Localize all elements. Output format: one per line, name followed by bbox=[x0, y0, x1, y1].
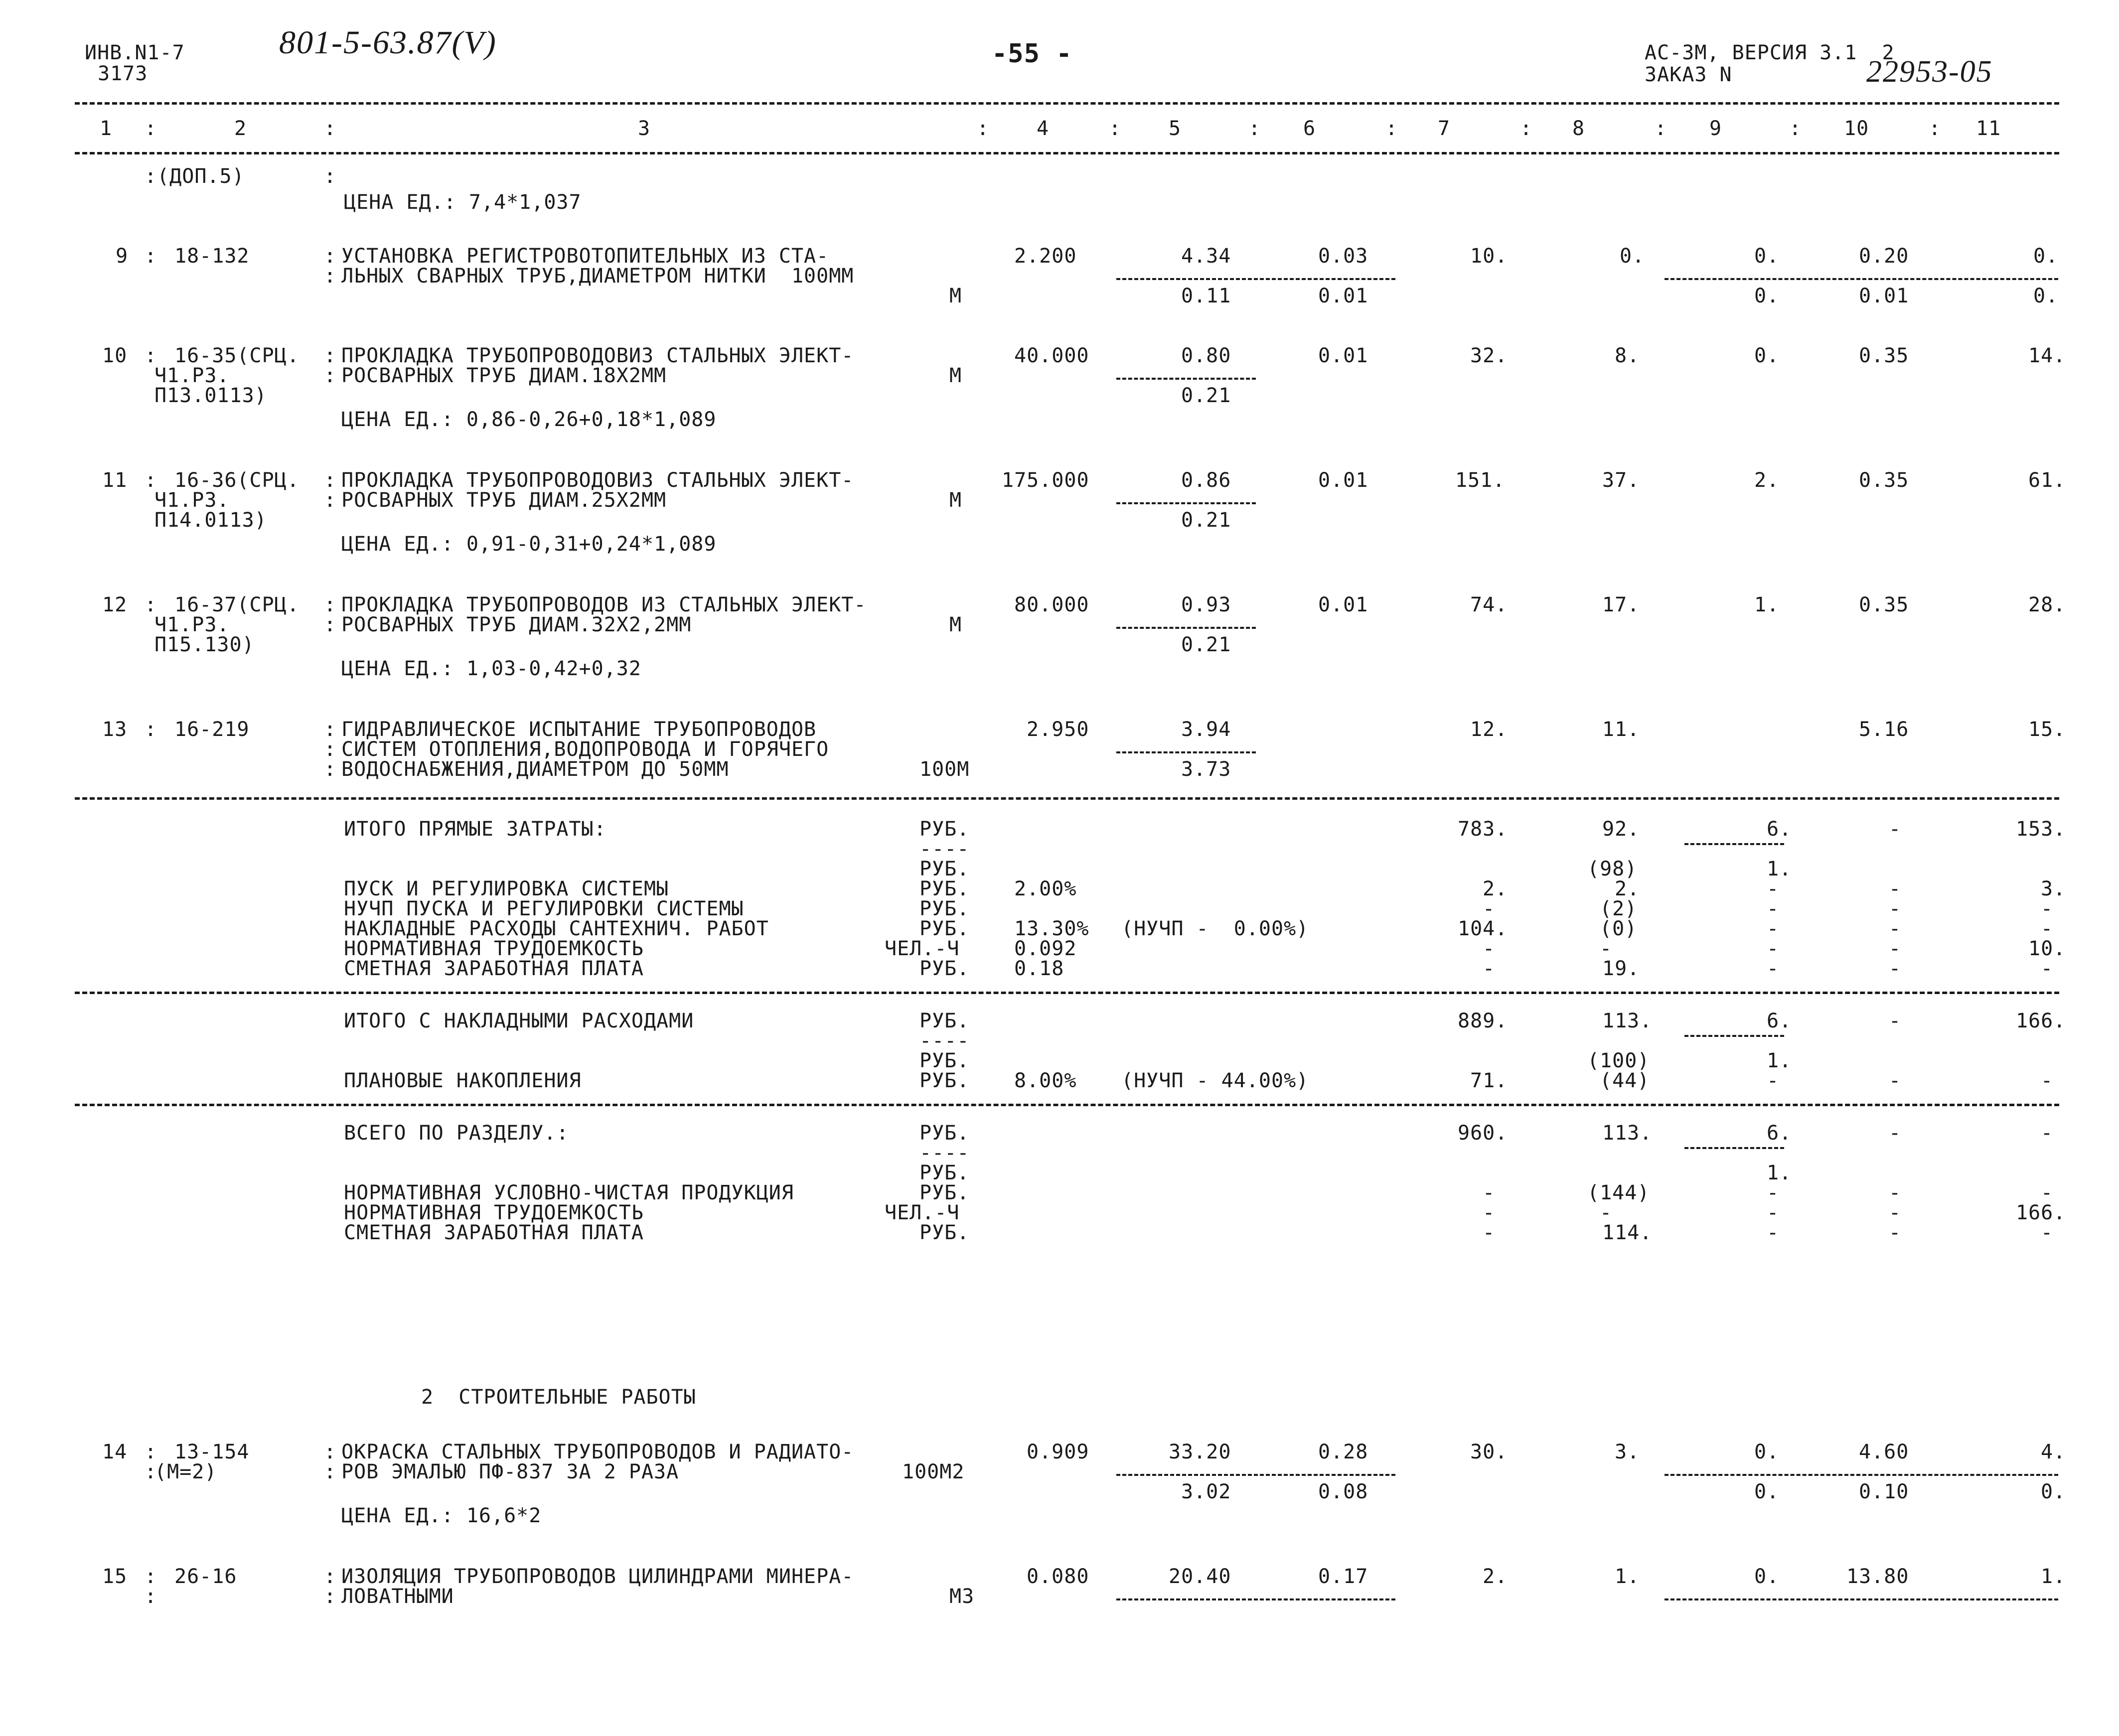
labor-total: - bbox=[2041, 1181, 2054, 1204]
total-cost: 2. bbox=[1483, 877, 1508, 900]
row-reference: Ч1.Р3. bbox=[154, 364, 230, 387]
total-cost: - bbox=[1483, 937, 1496, 960]
col-5: 5 bbox=[1169, 117, 1182, 140]
unit-of-measure: 100М bbox=[919, 758, 970, 781]
system-version: АС-3М, ВЕРСИЯ 3.1 2 bbox=[1645, 41, 1895, 64]
labor-total: 1. bbox=[2041, 1565, 2066, 1588]
labor-unit-machine: 0.10 bbox=[1859, 1480, 1909, 1503]
order-label: ЗАКАЗ N bbox=[1645, 63, 1732, 86]
total-cost: 104. bbox=[1458, 917, 1508, 940]
line-unit: ЧЕЛ.-Ч bbox=[885, 937, 960, 960]
machine-cost-wages: 0.08 bbox=[1318, 1480, 1368, 1503]
col-7: 7 bbox=[1438, 117, 1451, 140]
project-code: 801-5-63.87(V) bbox=[279, 24, 497, 61]
unit-price-formula: ЦЕНА ЕД.: 16,6*2 bbox=[341, 1504, 542, 1527]
summary-unit-2: РУБ. bbox=[919, 1049, 970, 1072]
unit-price-formula: ЦЕНА ЕД.: 0,86-0,26+0,18*1,089 bbox=[341, 408, 717, 431]
work-description: РОВ ЭМАЛЬЮ ПФ-837 ЗА 2 РАЗА bbox=[341, 1460, 679, 1483]
machine-total: - bbox=[1767, 877, 1780, 900]
machine-wages-total: 0. bbox=[1754, 285, 1780, 307]
norm-code: 18-132 bbox=[174, 245, 250, 268]
machine-total: - bbox=[1767, 1181, 1780, 1204]
labor-unit: - bbox=[1889, 1069, 1902, 1092]
wage-total: 3. bbox=[1615, 1441, 1640, 1463]
unit-cost: 4.34 bbox=[1181, 245, 1231, 268]
unit-cost-wages: 3.73 bbox=[1181, 758, 1231, 781]
unit-cost-wages: 3.02 bbox=[1181, 1480, 1231, 1503]
line-label: ПЛАНОВЫЕ НАКОПЛЕНИЯ bbox=[344, 1069, 582, 1092]
unit-of-measure: 100М2 bbox=[902, 1460, 965, 1483]
labor-total: 0. bbox=[2033, 245, 2059, 268]
machine-total: 6. bbox=[1767, 818, 1792, 841]
labor-total: 15. bbox=[2028, 718, 2066, 741]
labor-total-machine: 0. bbox=[2041, 1480, 2066, 1503]
labor-total: - bbox=[2041, 957, 2054, 980]
machine-total: 0. bbox=[1754, 245, 1780, 268]
quantity: 2.200 bbox=[1014, 245, 1077, 268]
col-6: 6 bbox=[1303, 117, 1316, 140]
total-cost: 960. bbox=[1458, 1122, 1508, 1145]
machine-cost: 0.01 bbox=[1318, 344, 1368, 367]
labor-unit: - bbox=[1889, 917, 1902, 940]
wage-total: 1. bbox=[1615, 1565, 1640, 1588]
unit-of-measure: М3 bbox=[949, 1585, 975, 1608]
machine-cost: 0.28 bbox=[1318, 1441, 1368, 1463]
machine-cost: 0.17 bbox=[1318, 1565, 1368, 1588]
total-cost: - bbox=[1483, 897, 1496, 920]
labor-total: - bbox=[2041, 917, 2054, 940]
line-label: НОРМАТИВНАЯ УСЛОВНО-ЧИСТАЯ ПРОДУКЦИЯ bbox=[344, 1181, 794, 1204]
total-cost: 10. bbox=[1470, 245, 1508, 268]
labor-unit: - bbox=[1889, 1201, 1902, 1224]
norm-code: 16-37(СРЦ. bbox=[174, 593, 300, 616]
line-label: НУЧП ПУСКА И РЕГУЛИРОВКИ СИСТЕМЫ bbox=[344, 897, 744, 920]
line-label: НОРМАТИВНАЯ ТРУДОЕМКОСТЬ bbox=[344, 1201, 644, 1224]
wage-total: (144) bbox=[1587, 1181, 1650, 1204]
labor-unit: - bbox=[1889, 818, 1902, 841]
machine-total-secondary: 1. bbox=[1767, 1049, 1792, 1072]
wage-total: 2. bbox=[1615, 877, 1640, 900]
rule-section-total bbox=[75, 1104, 2059, 1106]
line-label: СМЕТНАЯ ЗАРАБОТНАЯ ПЛАТА bbox=[344, 1221, 644, 1244]
labor-unit: - bbox=[1889, 1010, 1902, 1032]
total-cost: - bbox=[1483, 1181, 1496, 1204]
wage-total: 19. bbox=[1602, 957, 1640, 980]
line-label: СМЕТНАЯ ЗАРАБОТНАЯ ПЛАТА bbox=[344, 957, 644, 980]
summary-dash: ---- bbox=[919, 838, 970, 861]
machine-total: 0. bbox=[1754, 1565, 1780, 1588]
work-description: ГИДРАВЛИЧЕСКОЕ ИСПЫТАНИЕ ТРУБОПРОВОДОВ bbox=[341, 718, 817, 741]
labor-total: 3. bbox=[2041, 877, 2066, 900]
labor-total: 28. bbox=[2028, 593, 2066, 616]
rule-overheads bbox=[75, 992, 2059, 994]
labor-unit: - bbox=[1889, 1221, 1902, 1244]
summary-title: ИТОГО С НАКЛАДНЫМИ РАСХОДАМИ bbox=[344, 1010, 694, 1032]
col-1: 1 bbox=[100, 117, 113, 140]
machine-total: - bbox=[1767, 937, 1780, 960]
line-rate: 8.00% bbox=[1014, 1069, 1077, 1092]
machine-total: 6. bbox=[1767, 1122, 1792, 1145]
row-number: 13 bbox=[102, 718, 128, 741]
row-number: 11 bbox=[102, 469, 128, 492]
machine-total: - bbox=[1767, 1221, 1780, 1244]
work-description: ПРОКЛАДКА ТРУБОПРОВОДОВИЗ СТАЛЬНЫХ ЭЛЕКТ- bbox=[341, 344, 854, 367]
col-9: 9 bbox=[1709, 117, 1722, 140]
work-description: ПРОКЛАДКА ТРУБОПРОВОДОВИЗ СТАЛЬНЫХ ЭЛЕКТ- bbox=[341, 469, 854, 492]
unit-of-measure: М bbox=[949, 364, 962, 387]
labor-total: 10. bbox=[2028, 937, 2066, 960]
work-description: УСТАНОВКА РЕГИСТРОВОТОПИТЕЛЬНЫХ ИЗ СТА- bbox=[341, 245, 829, 268]
line-rate: 0.092 bbox=[1014, 937, 1077, 960]
line-rate: 13.30% bbox=[1014, 917, 1089, 940]
line-label: НАКЛАДНЫЕ РАСХОДЫ САНТЕХНИЧ. РАБОТ bbox=[344, 917, 769, 940]
wage-total: 114. bbox=[1602, 1221, 1653, 1244]
unit-of-measure: М bbox=[949, 489, 962, 512]
wage-total: (44) bbox=[1600, 1069, 1650, 1092]
row-reference: Ч1.Р3. bbox=[154, 489, 230, 512]
labor-total-machine: 0. bbox=[2033, 285, 2059, 307]
page-header bbox=[0, 0, 2119, 100]
labor-unit-machine: 0.01 bbox=[1859, 285, 1909, 307]
unit-cost-wages: 0.21 bbox=[1181, 384, 1231, 407]
labor-unit: 5.16 bbox=[1859, 718, 1909, 741]
work-description: ИЗОЛЯЦИЯ ТРУБОПРОВОДОВ ЦИЛИНДРАМИ МИНЕРА- bbox=[341, 1565, 854, 1588]
summary-unit-2: РУБ. bbox=[919, 858, 970, 880]
line-unit: РУБ. bbox=[919, 877, 970, 900]
norm-code: 16-36(СРЦ. bbox=[174, 469, 300, 492]
total-cost: 30. bbox=[1470, 1441, 1508, 1463]
unit-cost: 0.80 bbox=[1181, 344, 1231, 367]
unit-of-measure: М bbox=[949, 285, 962, 307]
quantity: 40.000 bbox=[1014, 344, 1089, 367]
labor-unit: 0.35 bbox=[1859, 344, 1909, 367]
work-description: ЛОВАТНЫМИ bbox=[341, 1585, 454, 1608]
labor-unit: 4.60 bbox=[1859, 1441, 1909, 1463]
column-header-row: 1 : 2 : 3 : 4 : 5 : 6 : 7 : 8 : 9 : 10 : 11 bbox=[100, 117, 2001, 140]
machine-total: - bbox=[1767, 1201, 1780, 1224]
summary-unit: РУБ. bbox=[919, 818, 970, 841]
labor-total: - bbox=[2041, 1122, 2054, 1145]
machine-total: 0. bbox=[1754, 1441, 1780, 1463]
col-4: 4 bbox=[1037, 117, 1050, 140]
labor-total: 153. bbox=[2016, 818, 2066, 841]
line-unit: ЧЕЛ.-Ч bbox=[885, 1201, 960, 1224]
total-cost: - bbox=[1483, 1221, 1496, 1244]
machine-cost-wages: 0.01 bbox=[1318, 285, 1368, 307]
machine-total: - bbox=[1767, 1069, 1780, 1092]
norm-code: 16-219 bbox=[174, 718, 250, 741]
work-description: СИСТЕМ ОТОПЛЕНИЯ,ВОДОПРОВОДА И ГОРЯЧЕГО bbox=[341, 738, 829, 761]
summary-unit-2: РУБ. bbox=[919, 1161, 970, 1184]
wage-total: - bbox=[1600, 937, 1613, 960]
machine-cost: 0.03 bbox=[1318, 245, 1368, 268]
row-reference: Ч1.Р3. bbox=[154, 613, 230, 636]
machine-cost: 0.01 bbox=[1318, 593, 1368, 616]
total-cost: - bbox=[1483, 957, 1496, 980]
inventory-number: 3173 bbox=[98, 62, 148, 85]
machine-total: - bbox=[1767, 897, 1780, 920]
total-cost: - bbox=[1483, 1201, 1496, 1224]
unit-cost: 3.94 bbox=[1181, 718, 1231, 741]
machine-cost: 0.01 bbox=[1318, 469, 1368, 492]
unit-cost: 0.86 bbox=[1181, 469, 1231, 492]
unit-cost: 20.40 bbox=[1169, 1565, 1231, 1588]
summary-title: ВСЕГО ПО РАЗДЕЛУ.: bbox=[344, 1122, 569, 1145]
unit-cost: 0.93 bbox=[1181, 593, 1231, 616]
total-cost: 783. bbox=[1458, 818, 1508, 841]
line-unit: РУБ. bbox=[919, 917, 970, 940]
labor-total: 166. bbox=[2016, 1201, 2066, 1224]
unit-price-formula: ЦЕНА ЕД.: 1,03-0,42+0,32 bbox=[341, 657, 641, 680]
quantity: 0.909 bbox=[1027, 1441, 1089, 1463]
line-unit: РУБ. bbox=[919, 897, 970, 920]
summary-dash: ---- bbox=[919, 1029, 970, 1052]
labor-unit: 0.35 bbox=[1859, 469, 1909, 492]
wage-total: 92. bbox=[1602, 818, 1640, 841]
quantity: 175.000 bbox=[1002, 469, 1089, 492]
estimate-body: :(ДОП.5) : ЦЕНА ЕД.: 7,4*1,037 9 : 18-132 : УСТАНОВКА РЕГИСТРОВОТОПИТЕЛЬНЫХ ИЗ СТА- : ЛЬНЫХ СВАРНЫХ ТРУБ,ДИАМЕТРОМ НИТКИ 100ММ М 2.200 4.34 0.11 0.03 0.01 10. 0. 0. 0. 0.20 0.01 0. 0. 10 : 16-35(СРЦ. Ч1.Р3. П13.0113) : ПРОКЛАДКА ТРУБОПРОВОДОВИЗ СТАЛЬНЫХ ЭЛЕКТ- : РОСВАРНЫХ ТРУБ ДИАМ.18Х2ММ М 40.000 0.80 0.21 0.01 32. 8. 0. 0.35 14. ЦЕНА ЕД.: 0,86-0,26+0,18*1,089 11 : 16-36(СРЦ. Ч1.Р3. П14.0113) : ПРОКЛАДКА ТРУБОПРОВОДОВИЗ СТАЛЬНЫХ ЭЛЕКТ- : РОСВАРНЫХ ТРУБ ДИАМ.25Х2ММ М 175.000 0.86 0.21 0.01 151. 37. 2. 0.35 61. ЦЕНА ЕД.: 0,91-0,31+0,24*1,089 12 : 16-37(СРЦ. Ч1.Р3. П15.130) : ПРОКЛАДКА ТРУБОПРОВОДОВ ИЗ СТАЛЬНЫХ ЭЛЕКТ- : РОСВАРНЫХ ТРУБ ДИАМ.32Х2,2ММ М 80.000 0.93 0.21 0.01 74. 17. 1. 0.35 28. ЦЕНА ЕД.: 1,03-0,42+0,32 13 : 16-219 : ГИДРАВЛИЧЕСКОЕ ИСПЫТАНИЕ ТРУБОПРОВОДОВ : СИСТЕМ ОТОПЛЕНИЯ,ВОДОПРОВОДА И ГОРЯЧЕГО : ВОДОСНАБЖЕНИЯ,ДИАМЕТРОМ ДО 50ММ 100М 2.950 3.94 3.73 12. 11. 5.16 15. ИТОГО ПРЯМЫЕ ЗАТРАТЫ: РУБ. ---- РУБ. 783. 92. (98) 6. 1. - 153. ПУСК И РЕГУЛИРОВКА СИСТЕМЫ РУБ. 2.00% 2. 2. - - 3. НУЧП ПУСКА И РЕГУЛИРОВКИ СИСТЕМЫ РУБ. - (2) - - - НАКЛАДНЫЕ РАСХОДЫ САНТЕХНИЧ. РАБОТ РУБ. 13.30% (НУЧП - 0.00%) 104. (0) - - - НОРМАТИВНАЯ ТРУДОЕМКОСТЬ ЧЕЛ.-Ч 0.092 - - - - 10. СМЕТНАЯ ЗАРАБОТНАЯ ПЛАТА РУБ. 0.18 - 19. - - - ИТОГО С НАКЛАДНЫМИ РАСХОДАМИ РУБ. ---- РУБ. 889. 113. (100) 6. 1. - 166. ПЛАНОВЫЕ НАКОПЛЕНИЯ РУБ. 8.00% (НУЧП - 44.00%) 71. (44) - - - ВСЕГО ПО РАЗДЕЛУ.: РУБ. ---- РУБ. 960. 113. 6. 1. - - НОРМАТИВНАЯ УСЛОВНО-ЧИСТАЯ ПРОДУКЦИЯ РУБ. - (144) - - - НОРМАТИВНАЯ ТРУДОЕМКОСТЬ ЧЕЛ.-Ч - - - - 166. СМЕТНАЯ ЗАРАБОТНАЯ ПЛАТА РУБ. - 114. - - - 2 СТРОИТЕЛЬНЫЕ РАБОТЫ 14 : 13-154 : (М=2) : ОКРАСКА СТАЛЬНЫХ ТРУБОПРОВОДОВ И РАДИАТО- : РОВ ЭМАЛЬЮ ПФ-837 ЗА 2 РАЗА 100М2 0.909 33.20 3.02 0.28 0.08 30. 3. 0. 0. 4.60 0.10 4. 0. ЦЕНА ЕД.: 16,6*2 15 : 26-16 : : ИЗОЛЯЦИЯ ТРУБОПРОВОДОВ ЦИЛИНДРАМИ МИНЕРА- : ЛОВАТНЫМИ М3 0.080 20.40 0.17 2. 1. 0. 13.80 1. bbox=[0, 149, 2119, 1694]
labor-unit: - bbox=[1889, 1181, 1902, 1204]
page-number: -55 - bbox=[992, 39, 1072, 69]
machine-total: - bbox=[1767, 917, 1780, 940]
wage-total: 37. bbox=[1602, 469, 1640, 492]
norm-code: 13-154 bbox=[174, 1441, 250, 1463]
col-2: 2 bbox=[234, 117, 247, 140]
work-description: ПРОКЛАДКА ТРУБОПРОВОДОВ ИЗ СТАЛЬНЫХ ЭЛЕКТ- bbox=[341, 593, 867, 616]
unit-cost-wages: 0.21 bbox=[1181, 633, 1231, 656]
summary-title: ИТОГО ПРЯМЫЕ ЗАТРАТЫ: bbox=[344, 818, 606, 841]
line-label: ПУСК И РЕГУЛИРОВКА СИСТЕМЫ bbox=[344, 877, 669, 900]
labor-total: - bbox=[2041, 1069, 2054, 1092]
summary-unit: РУБ. bbox=[919, 1010, 970, 1032]
labor-unit: 0.35 bbox=[1859, 593, 1909, 616]
wage-total: 113. bbox=[1602, 1122, 1653, 1145]
machine-wages-total: 0. bbox=[1754, 1480, 1780, 1503]
norm-code: 26-16 bbox=[174, 1565, 237, 1588]
total-cost: 151. bbox=[1455, 469, 1506, 492]
rule-direct-costs bbox=[75, 797, 2059, 800]
machine-total: 1. bbox=[1754, 593, 1780, 616]
work-description: РОСВАРНЫХ ТРУБ ДИАМ.25Х2ММ bbox=[341, 489, 667, 512]
labor-total: - bbox=[2041, 897, 2054, 920]
line-unit: РУБ. bbox=[919, 957, 970, 980]
wage-total-secondary: (100) bbox=[1587, 1049, 1650, 1072]
labor-total: - bbox=[2041, 1221, 2054, 1244]
quantity: 80.000 bbox=[1014, 593, 1089, 616]
labor-total: 4. bbox=[2041, 1441, 2066, 1463]
summary-dash: ---- bbox=[919, 1142, 970, 1164]
labor-total: 166. bbox=[2016, 1010, 2066, 1032]
labor-unit: - bbox=[1889, 897, 1902, 920]
labor-unit: - bbox=[1889, 1122, 1902, 1145]
row-number: 12 bbox=[102, 593, 128, 616]
line-rate: 2.00% bbox=[1014, 877, 1077, 900]
unit-cost: 33.20 bbox=[1169, 1441, 1231, 1463]
line-unit: РУБ. bbox=[919, 1181, 970, 1204]
work-description: РОСВАРНЫХ ТРУБ ДИАМ.18Х2ММ bbox=[341, 364, 667, 387]
labor-unit: 0.20 bbox=[1859, 245, 1909, 268]
order-number: 22953-05 bbox=[1866, 55, 1993, 89]
machine-total: 0. bbox=[1754, 344, 1780, 367]
section-heading: 2 СТРОИТЕЛЬНЫЕ РАБОТЫ bbox=[421, 1386, 696, 1409]
col-8: 8 bbox=[1572, 117, 1585, 140]
row-number: 14 bbox=[102, 1441, 128, 1463]
labor-unit: - bbox=[1889, 937, 1902, 960]
wage-total: (0) bbox=[1600, 917, 1638, 940]
unit-cost-wages: 0.11 bbox=[1181, 285, 1231, 307]
line-note: (НУЧП - 44.00%) bbox=[1121, 1069, 1309, 1092]
wage-total: 113. bbox=[1602, 1010, 1653, 1032]
quantity: 2.950 bbox=[1027, 718, 1089, 741]
row-reference: П15.130) bbox=[154, 633, 255, 656]
machine-total-secondary: 1. bbox=[1767, 1161, 1792, 1184]
wage-total: 11. bbox=[1602, 718, 1640, 741]
col-3: 3 bbox=[638, 117, 651, 140]
row-reference: П14.0113) bbox=[154, 509, 267, 532]
total-cost: 74. bbox=[1470, 593, 1508, 616]
labor-unit: - bbox=[1889, 877, 1902, 900]
row-number: 10 bbox=[102, 344, 128, 367]
quantity: 0.080 bbox=[1027, 1565, 1089, 1588]
wage-total: 0. bbox=[1620, 245, 1645, 268]
unit-price-formula: ЦЕНА ЕД.: 7,4*1,037 bbox=[344, 191, 582, 214]
work-description: ЛЬНЫХ СВАРНЫХ ТРУБ,ДИАМЕТРОМ НИТКИ 100ММ bbox=[341, 265, 854, 288]
labor-unit: 13.80 bbox=[1846, 1565, 1909, 1588]
total-cost: 32. bbox=[1470, 344, 1508, 367]
summary-unit: РУБ. bbox=[919, 1122, 970, 1145]
line-note: (НУЧП - 0.00%) bbox=[1121, 917, 1309, 940]
total-cost: 2. bbox=[1483, 1565, 1508, 1588]
machine-total: 6. bbox=[1767, 1010, 1792, 1032]
total-cost: 71. bbox=[1470, 1069, 1508, 1092]
line-unit: РУБ. bbox=[919, 1069, 970, 1092]
row-number: 15 bbox=[102, 1565, 128, 1588]
col-11: 11 bbox=[1976, 117, 2001, 140]
row-number: 9 bbox=[116, 245, 129, 268]
total-cost: 12. bbox=[1470, 718, 1508, 741]
labor-unit: - bbox=[1889, 957, 1902, 980]
unit-of-measure: М bbox=[949, 613, 962, 636]
machine-total-secondary: 1. bbox=[1767, 858, 1792, 880]
wage-total: (2) bbox=[1600, 897, 1638, 920]
inventory-label: ИНВ.N1-7 bbox=[85, 41, 185, 64]
line-rate: 0.18 bbox=[1014, 957, 1064, 980]
labor-total: 61. bbox=[2028, 469, 2066, 492]
unit-cost-wages: 0.21 bbox=[1181, 509, 1231, 532]
wage-total: 8. bbox=[1615, 344, 1640, 367]
total-cost: 889. bbox=[1458, 1010, 1508, 1032]
norm-code: 16-35(СРЦ. bbox=[174, 344, 300, 367]
wage-total: - bbox=[1600, 1201, 1613, 1224]
wage-total-secondary: (98) bbox=[1587, 858, 1638, 880]
machine-total: - bbox=[1767, 957, 1780, 980]
machine-total: 2. bbox=[1754, 469, 1780, 492]
row-reference: П13.0113) bbox=[154, 384, 267, 407]
work-description: РОСВАРНЫХ ТРУБ ДИАМ.32Х2,2ММ bbox=[341, 613, 692, 636]
row-reference: (М=2) bbox=[154, 1460, 217, 1483]
col-10: 10 bbox=[1844, 117, 1869, 140]
line-label: НОРМАТИВНАЯ ТРУДОЕМКОСТЬ bbox=[344, 937, 644, 960]
line-unit: РУБ. bbox=[919, 1221, 970, 1244]
row-reference: :(ДОП.5) bbox=[145, 165, 245, 188]
unit-price-formula: ЦЕНА ЕД.: 0,91-0,31+0,24*1,089 bbox=[341, 533, 717, 556]
work-description: ВОДОСНАБЖЕНИЯ,ДИАМЕТРОМ ДО 50ММ bbox=[341, 758, 729, 781]
wage-total: 17. bbox=[1602, 593, 1640, 616]
work-description: ОКРАСКА СТАЛЬНЫХ ТРУБОПРОВОДОВ И РАДИАТО- bbox=[341, 1441, 854, 1463]
labor-total: 14. bbox=[2028, 344, 2066, 367]
